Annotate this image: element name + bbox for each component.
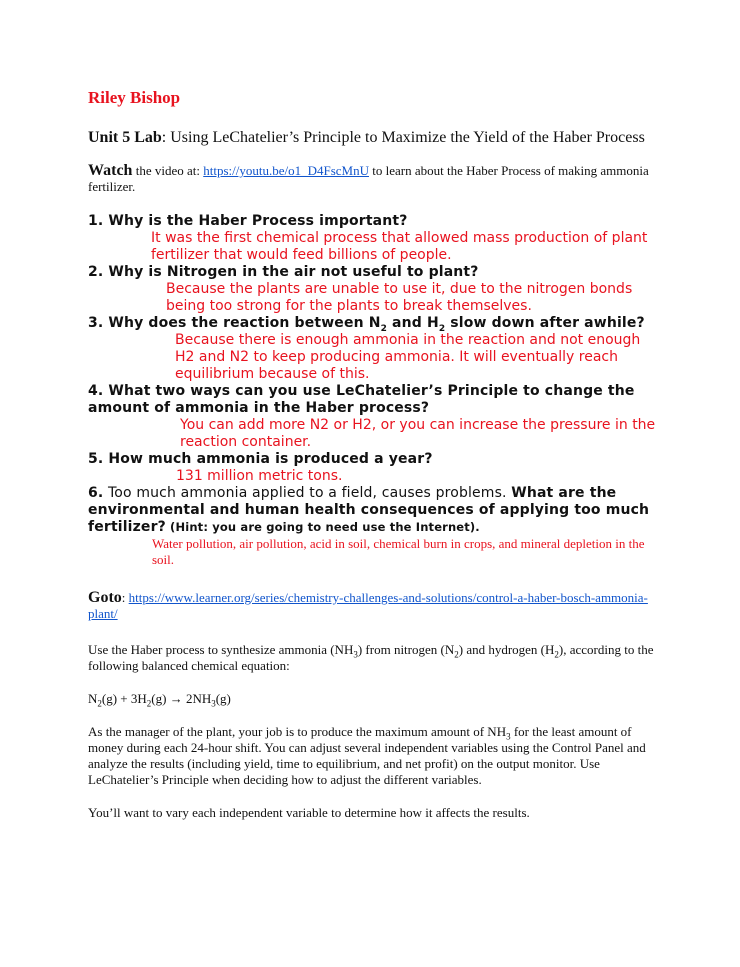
answer-text: Because the plants are unable to use it, due to the nitrogen bonds being too strong for the plants to break themselves. bbox=[166, 281, 633, 314]
subscript: 2 bbox=[97, 698, 102, 709]
text-part: ) from nitrogen (N bbox=[357, 642, 455, 657]
author-name: Riley Bishop bbox=[88, 88, 181, 107]
subscript: 3 bbox=[211, 698, 216, 709]
lab-title-bold: Unit 5 Lab bbox=[88, 129, 162, 146]
question-1 bbox=[88, 213, 658, 264]
subscript: 2 bbox=[380, 323, 388, 334]
document-page bbox=[88, 88, 658, 838]
question-text bbox=[88, 485, 658, 536]
question-hint: (Hint: you are going to need use the Internet). bbox=[165, 520, 480, 534]
goto-instruction bbox=[88, 590, 658, 622]
text-part: for the least amount of money during each 24-hour shift. You can adjust several independent variables using the Control Panel and analyze the results (including yield, time to equilibrium, and net profit) on the output monitor. Use LeChatelier’s Principle when deciding how to adjust the different variables. bbox=[88, 724, 646, 787]
watch-post: to learn about the Haber Process of making ammonia fertilizer. bbox=[88, 163, 649, 194]
text-part: Use the Haber process to synthesize ammonia (NH bbox=[88, 642, 354, 657]
answer-text: Water pollution, air pollution, acid in soil, chemical burn in crops, and mineral depletion in the soil. bbox=[152, 536, 645, 567]
watch-label: Watch bbox=[88, 162, 133, 179]
question-main: What are the environmental and human health consequences of applying too much fertilizer? bbox=[88, 485, 650, 535]
question-text bbox=[88, 315, 658, 332]
watch-pre: the video at: bbox=[132, 163, 204, 178]
question-4 bbox=[88, 383, 658, 451]
question-2 bbox=[88, 264, 658, 315]
question-6 bbox=[88, 485, 658, 568]
intro-paragraph bbox=[88, 642, 658, 674]
text-part: (g) + 3H bbox=[101, 691, 147, 706]
question-intro: Too much ammonia applied to a field, causes problems. bbox=[103, 485, 512, 501]
question-part: 3. Why does the reaction between N bbox=[88, 315, 381, 331]
question-text: 1. Why is the Haber Process important? bbox=[88, 213, 408, 229]
question-text: 5. How much ammonia is produced a year? bbox=[88, 451, 433, 467]
answer-text: Because there is enough ammonia in the reaction and not enough H2 and N2 to keep producing ammonia. It will eventually reach equilibrium because of this. bbox=[175, 332, 641, 382]
goto-label: Goto bbox=[88, 589, 122, 606]
subscript: 2 bbox=[454, 649, 459, 660]
lab-title bbox=[88, 128, 658, 147]
answer-text: It was the first chemical process that allowed mass production of plant fertilizer that would feed billions of people. bbox=[151, 230, 648, 263]
watch-instruction bbox=[88, 163, 658, 195]
question-text: 4. What two ways can you use LeChatelier’s Principle to change the amount of ammonia in the Haber process? bbox=[88, 383, 635, 416]
text-part: ) and hydrogen (H bbox=[458, 642, 555, 657]
lab-title-rest: : Using LeChatelier’s Principle to Maximize the Yield of the Haber Process bbox=[161, 129, 645, 146]
question-5 bbox=[88, 451, 658, 485]
subscript: 2 bbox=[438, 323, 446, 334]
text-part: (g) → 2NH bbox=[151, 691, 212, 706]
chemical-equation bbox=[88, 691, 658, 707]
subscript: 2 bbox=[146, 698, 152, 709]
subscript: 3 bbox=[353, 649, 358, 660]
subscript: 3 bbox=[506, 731, 511, 742]
learner-link[interactable]: https://www.learner.org/series/chemistry-challenges-and-solutions/control-a-haber-bosch-ammonia-plant/ bbox=[88, 590, 648, 621]
goto-colon: : bbox=[121, 590, 129, 605]
closing-paragraph: You’ll want to vary each independent variable to determine how it affects the results. bbox=[88, 805, 530, 820]
question-part: slow down after awhile? bbox=[445, 315, 645, 331]
answer-text: 131 million metric tons. bbox=[176, 468, 343, 484]
manager-paragraph bbox=[88, 724, 658, 788]
answer-text: You can add more N2 or H2, or you can increase the pressure in the reaction container. bbox=[180, 417, 656, 450]
video-link[interactable]: https://youtu.be/o1_D4FscMnU bbox=[203, 163, 369, 178]
question-number: 6. bbox=[88, 485, 104, 501]
question-part: and H bbox=[387, 315, 439, 331]
question-3 bbox=[88, 315, 658, 383]
text-part: As the manager of the plant, your job is to produce the maximum amount of NH bbox=[88, 724, 507, 739]
subscript: 2 bbox=[554, 649, 559, 660]
question-text: 2. Why is Nitrogen in the air not useful to plant? bbox=[88, 264, 479, 280]
text-part: N bbox=[88, 691, 98, 706]
text-part: ), according to the following balanced chemical equation: bbox=[88, 642, 654, 673]
text-part: (g) bbox=[215, 691, 231, 706]
